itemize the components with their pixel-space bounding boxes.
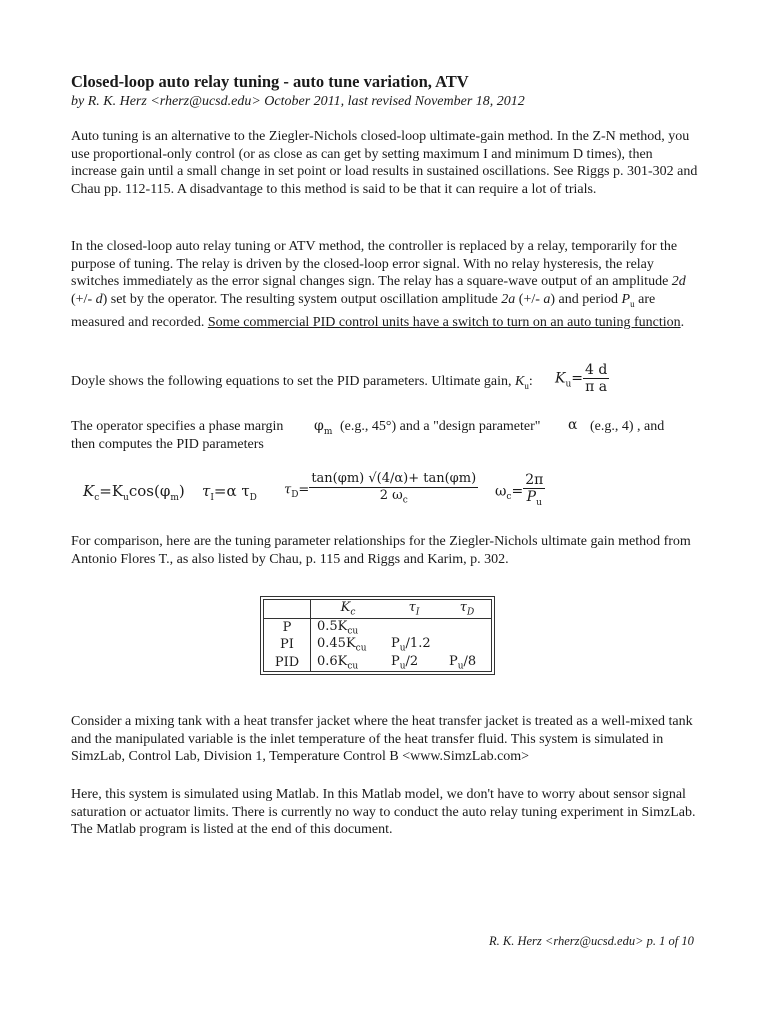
table-header-row bbox=[264, 600, 491, 619]
table-header-cell: $\tau_D$ bbox=[443, 600, 491, 619]
page-footer: R. K. Herz <rherz@ucsd.edu> p. 1 of 10 bbox=[489, 934, 694, 948]
document-title: Closed-loop auto relay tuning - auto tune variation, ATV bbox=[71, 72, 469, 91]
paragraph-operator-line1: The operator specifies a phase margin bbox=[71, 419, 284, 434]
paragraph-atv-method: In the closed-loop auto relay tuning or ATV method, the controller is replaced by a relay, temporarily for the purpose of tuning. The relay is driven by the closed-loop error signal. With no relay hysteresis, the relay switches immediately as the error signal changes sign. The relay has a square-wave output of an amplitude 2d (+/- d) set by the operator. The resulting system output oscillation amplitude 2a (+/- a) and period $P_u$ are measured and recorded. Some commercial PID control units have a switch to turn on an auto tuning function. bbox=[71, 239, 686, 330]
paragraph-comparison: For comparison, here are the tuning parameter relationships for the Ziegler-Nichols ultimate gain method from Antonio Flores T., as also listed by Chau, p. 115 and Riggs and Karim, p. 302. bbox=[71, 534, 691, 567]
kc-equation: $K_c=K_u\cos(\varphi_m)$ bbox=[83, 482, 185, 503]
phase-margin-symbol: $\varphi_m$ bbox=[314, 418, 333, 437]
ultimate-gain-equation: $K_u=$ $\frac{4 d}{\text{π a}}$ bbox=[555, 362, 608, 395]
underlined-note: Some commercial PID control units have a switch to turn on an auto tuning function bbox=[207, 314, 681, 330]
document-byline: by R. K. Herz <rherz@ucsd.edu> October 2011, last revised November 18, 2012 bbox=[71, 94, 525, 109]
table-row: P $0.5K_{cu}$ bbox=[264, 619, 491, 637]
alpha-symbol: α bbox=[568, 417, 578, 433]
omega-c-equation: $\omega_c=$ $\frac{2\pi}{P_u}$ bbox=[495, 472, 544, 508]
paragraph-intro: Auto tuning is an alternative to the Ziegler-Nichols closed-loop ultimate-gain method. In the Z-N method, you use proportional-only control (or as close as can get by setting maximum I and minimum D times), then increase gain until a small change in set point or load results in sustained oscillations. See Riggs p. 301-302 and Chau pp. 112-115. A disadvantage to this method is said to be that it can require a lot of trials. bbox=[71, 129, 698, 198]
table-row: PI $0.45K_{cu}$ $P_u/1.2$ bbox=[264, 636, 491, 654]
zn-tuning-table bbox=[263, 599, 492, 672]
paragraph-mixing-tank: Consider a mixing tank with a heat transfer jacket where the heat transfer jacket is treated as a well-mixed tank and the manipulated variable is the inlet temperature of the heat transfer fluid. This system is simulated in SimzLab, Control Lab, Division 1, Temperature Control B <www.SimzLab.com> bbox=[71, 714, 693, 765]
table-header-cell: $\tau_I$ bbox=[385, 600, 443, 619]
paragraph-operator-end: (e.g., 4) , and bbox=[590, 419, 665, 434]
paragraph-matlab: Here, this system is simulated using Matlab. In this Matlab model, we don't have to worry about sensor signal saturation or actuator limits. There is currently no way to conduct the auto relay tuning experiment in SimzLab. The Matlab program is listed at the end of this document. bbox=[71, 787, 696, 838]
tau-d-equation: $\tau_D=$ $\frac{\tan(\varphi m) √(4/\alpha)+ \tan(\varphi m)}{2 \omega_c}$ bbox=[284, 471, 477, 506]
paragraph-operator-mid: (e.g., 45°) and a "design parameter" bbox=[340, 419, 541, 434]
document-page bbox=[71, 72, 701, 111]
paragraph-operator-line2: then computes the PID parameters bbox=[71, 437, 264, 452]
tau-i-equation: $\tau_I=\alpha$ $\tau_D$ bbox=[202, 482, 257, 503]
table-header-cell bbox=[264, 600, 311, 619]
paragraph-doyle: Doyle shows the following equations to set the PID parameters. Ultimate gain, $K_u$: bbox=[71, 374, 533, 391]
table-header-cell: $K_c$ bbox=[311, 600, 385, 619]
table-row: PID $0.6K_{cu}$ $P_u/2$ $P_u/8$ bbox=[264, 654, 491, 672]
